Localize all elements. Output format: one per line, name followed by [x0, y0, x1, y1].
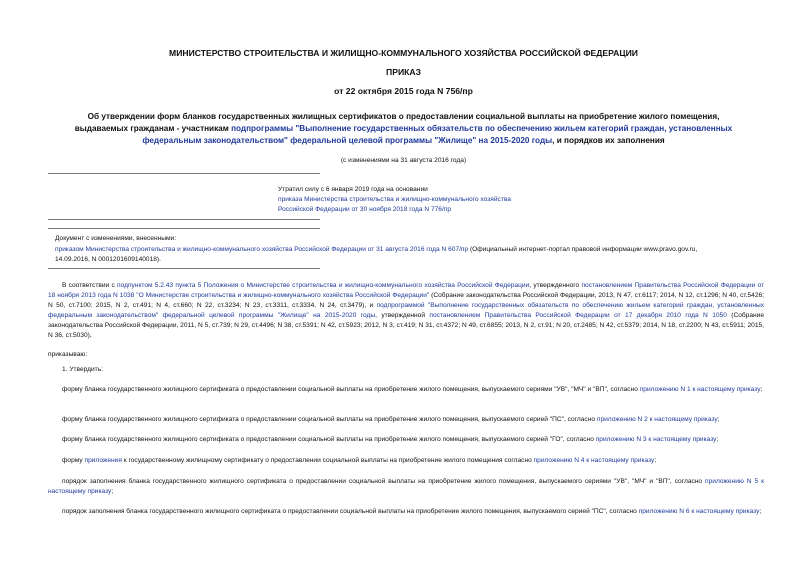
amending-order-link[interactable]: приказом Министерства строительства и жилищно-коммунального хозяйства Российской Федерации от 31 августа 2016 года N 607/пр — [55, 245, 469, 253]
appendix-1-link[interactable]: приложению N 1 к настоящему приказу — [639, 386, 761, 393]
text: ; — [717, 416, 720, 423]
preamble-text: , утвержденного — [529, 282, 582, 289]
list-item — [48, 507, 764, 517]
expired-notice — [278, 185, 511, 215]
regulation-link[interactable]: подпунктом 5.2.43 пункта 5 Положения о Министерстве строительства и жилищно-коммунального хозяйства Российской Федерации — [117, 282, 530, 289]
government-decree-link[interactable]: постановлением Правительства Российской Федерации от 18 ноября 2013 года N 1038 "О Министерстве строительства и жилищно-коммунального хозяйства Российской Федерации" — [48, 282, 765, 299]
changes-source: (Официальный интернет-портал правовой информации www.pravo.gov.ru, — [468, 245, 698, 253]
expired-order-link[interactable]: приказа Министерства строительства и жилищно-коммунального хозяйства — [278, 196, 511, 203]
divider — [48, 268, 320, 269]
appendix-2-link[interactable]: приложению N 2 к настоящему приказу — [596, 416, 718, 423]
text: ; — [759, 508, 762, 515]
preamble-text: , утвержденной — [375, 312, 430, 319]
text: ; — [716, 436, 719, 443]
title-text: выдаваемых гражданам - участникам — [74, 124, 232, 133]
decree-1050-link[interactable]: постановлением Правительства Российской Федерации от 17 декабря 2010 года N 1050 — [429, 312, 727, 319]
item-1: 1. Утвердить: — [62, 366, 103, 373]
appendix-form-link[interactable]: приложения — [84, 457, 122, 464]
preamble-text: В соответствии с — [62, 282, 117, 289]
preamble-paragraph — [48, 281, 764, 341]
document-date-number: от 22 октября 2015 года N 756/пр — [334, 86, 473, 96]
text: форму — [62, 457, 85, 464]
subprogram-link[interactable]: подпрограммы "Выполнение государственных обязательств по обеспечению жильем категорий граждан, установленных — [231, 124, 733, 133]
title-line-3 — [0, 135, 807, 147]
title-text-end: , и порядков их заполнения — [552, 136, 665, 145]
divider — [48, 219, 320, 220]
preamble-text: (Собрание законодательства Российской Федерации, 2011, N 5, ст.739; N 29, ст.4496; N 38, ст.5391; N 42, ст.5923; 2012, N 3, ст.419; N 31, ст.4372; N 49, ст.6855; 2013, N 2, ст.91; N 20, ст.2485; N 42, ст.5379; 2014, N 18, ст.2200; N 43, ст.5911; 2015, N 36, ст.5030), — [48, 312, 764, 339]
appendix-3-link[interactable]: приложению N 3 к настоящему приказу — [595, 436, 717, 443]
changes-block — [55, 234, 765, 266]
appendix-4-link[interactable]: приложению N 4 к настоящему приказу — [533, 457, 655, 464]
order-word: приказываю: — [48, 351, 88, 358]
list-item — [48, 415, 764, 425]
changes-ref — [55, 245, 765, 256]
text: порядок заполнения бланка государственного жилищного сертификата о предоставлении социальной выплаты на приобретение жилого помещения, выпускаемого сериями "УВ", "МЧ" и "ВП", согласно — [62, 478, 706, 485]
appendix-5-link[interactable]: приложению N 5 к настоящему приказу — [48, 478, 764, 495]
list-item — [48, 435, 764, 445]
expired-text: Утратил силу с 6 января 2019 года на основании — [278, 186, 428, 193]
expired-order-link-cont[interactable]: Российской Федерации от 30 ноября 2018 года N 776/пр — [278, 206, 452, 213]
text: форму бланка государственного жилищного сертификата о предоставлении социальной выплаты на приобретение жилого помещения, выпускаемого серией "ГО", согласно — [62, 436, 596, 443]
list-item — [48, 477, 764, 497]
appendix-6-link[interactable]: приложению N 6 к настоящему приказу — [638, 508, 760, 515]
divider — [48, 228, 320, 229]
text: ; — [654, 457, 657, 464]
subprogram-link-cont[interactable]: федеральным законодательством" федеральной целевой программы "Жилище" на 2015-2020 годы — [142, 136, 553, 145]
changes-heading: Документ с изменениями, внесенными: — [55, 235, 177, 242]
title-line-2 — [0, 123, 807, 135]
text: форму бланка государственного жилищного сертификата о предоставлении социальной выплаты на приобретение жилого помещения, выпускаемого сериями "УВ", "МЧ" и "ВП", согласно — [62, 386, 640, 393]
ministry-heading: МИНИСТЕРСТВО СТРОИТЕЛЬСТВА И ЖИЛИЩНО-КОММУНАЛЬНОГО ХОЗЯЙСТВА РОССИЙСКОЙ ФЕДЕРАЦИИ — [169, 48, 638, 58]
list-item — [48, 456, 764, 466]
text: ; — [760, 386, 763, 393]
amendment-note: (с изменениями на 31 августа 2016 года) — [340, 157, 467, 164]
list-item — [48, 385, 764, 395]
document-type: ПРИКАЗ — [386, 67, 421, 77]
document-title — [0, 111, 807, 147]
changes-source-cont: 14.09.2016, N 0001201609140018). — [55, 256, 161, 263]
preamble-text: (Собрание законодательства Российской Федерации, 2013, N 47, ст.6117; 2014, N 12, ст.1296; N 40, ст.5426; N 50, ст.7100; 2015, N 2, ст.491; N 4, ст.660; N 22, ст.3234; N 23, ст.3311, ст.3334, N 24, ст.3479), и — [48, 292, 764, 309]
text: к государственному жилищному сертификату о предоставлении социальной выплаты на приобретение жилого помещения согласно — [121, 457, 534, 464]
text: форму бланка государственного жилищного сертификата о предоставлении социальной выплаты на приобретение жилого помещения, выпускаемого серией "ПС", согласно — [62, 416, 597, 423]
text: ; — [111, 488, 114, 495]
title-line-1: Об утверждении форм бланков государственных жилищных сертификатов о предоставлении социальной выплаты на приобретение жилого помещения, — [87, 112, 720, 121]
subprogram-link[interactable]: подпрограммой "Выполнение государственных обязательств по обеспечению жильем категорий граждан, установленных федеральным законодательством" федеральной целевой программы "Жилище" на 2015-2020 годы — [48, 302, 765, 319]
text: порядок заполнения бланка государственного жилищного сертификата о предоставлении социальной выплаты на приобретение жилого помещения, выпускаемого серией "ПС", согласно — [62, 508, 639, 515]
divider — [48, 173, 320, 174]
